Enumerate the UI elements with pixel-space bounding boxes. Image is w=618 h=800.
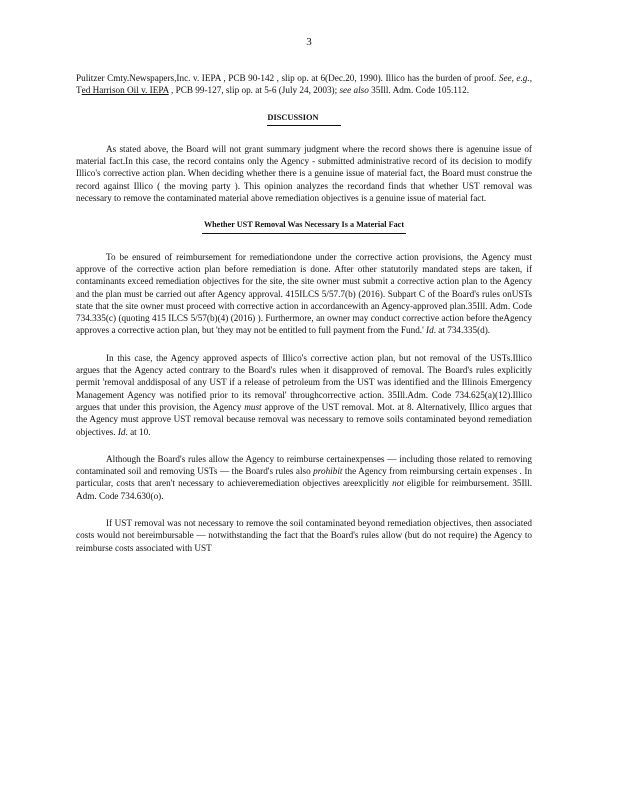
material-fact-subheading: [76, 219, 532, 233]
although-text-1: Although the Board's rules allow the Agency to reimburse certainexpenses — including those related to removing contaminated soil and removing USTs — the Board's rules also: [76, 453, 532, 477]
discussion-heading: [76, 112, 532, 126]
reimbursement-paragraph: [76, 251, 532, 337]
case-paragraph: [76, 352, 532, 438]
citation-text-3: , PCB 99-127, slip op. at 5-6 (July 24, 2003);: [168, 85, 340, 96]
although-text-3: eligible for reimbursement. 35Ill. Adm. Code 734.630(o).: [76, 478, 532, 501]
see-eg-signal: See, e.g.,: [498, 73, 532, 83]
case-name: ed Harrison Oil v. IEPA: [81, 85, 169, 96]
id-citation: Id: [426, 325, 434, 336]
citation-paragraph: [76, 72, 532, 97]
id-citation: Id: [117, 426, 126, 437]
reimbursement-text: To be ensured of reimbursement for remediationdone under the corrective action provisions, the Agency must approve of the corrective action plan before remediation is done. After other statutorily mandated steps are taken, if contaminants exceed remediation objectives for the site, the site owner must submit a corrective action plan to the Agency and the plan must be carried out after Agency approval. 415ILCS 5/57.7(b) (2016). Subpart C of the Board's rules onUSTs state that the site owner must proceed with corrective action in accordancewith an Agency-approved plan.35Ill. Adm. Code 734.335(c) (quoting 415 ILCS 5/57(b)(4) (2016) ). Furthermore, an owner may conduct corrective action before theAgency approves a corrective action plan, but 'they may not be entitled to full payment from the Fund.': [76, 251, 532, 336]
case-text-3: . at 10.: [125, 426, 151, 437]
citation-text-4: 35Ill. Adm. Code 105.112.: [368, 85, 470, 96]
page-number: 3: [306, 36, 312, 48]
citation-text-1: Pulitzer Cmty.Newspapers,Inc. v. IEPA , PCB 90-142 , slip op. at 6(Dec.20, 1990). Illico has the burden of proof.: [76, 73, 499, 83]
prohibit-emphasis: prohibit: [313, 466, 343, 477]
must-emphasis: must: [244, 401, 262, 412]
although-text-2: the Agency from reimbursing certain expenses . In particular, costs that aren't necessary to achieveremediation objectives areexplicitly: [76, 466, 532, 489]
see-also-signal: see also: [339, 85, 369, 96]
case-text-2: approve of the UST removal. Mot. at 8. Alternatively, Illico argues that the Agency must approve UST removal because removal was necessary to remove soils contaminated beyond remediation objectives.: [76, 401, 533, 437]
ust-removal-paragraph: If UST removal was not necessary to remove the soil contaminated beyond remediation objectives, then associated costs would not bereimbursable — notwithstanding the fact that the Board's rules allow (but do not require) the Agency to reimburse costs associated with UST: [76, 518, 532, 553]
discussion-heading-text: DISCUSSION: [267, 112, 340, 126]
material-fact-subheading-text: Whether UST Removal Was Necessary Is a Material Fact: [202, 219, 406, 233]
document-body: [76, 72, 532, 569]
not-emphasis: not: [392, 478, 404, 489]
case-text-1: In this case, the Agency approved aspects of Illico's corrective action plan, but not removal of the USTs.Illico argues that the Agency acted contrary to the Board's rules when it disapproved of removal. The Board's rules explicitly permit 'removal anddisposal of any UST if a release of petroleum from the UST was identified and the Illinois Emergency Management Agency was notified prior to its removal' throughcorrective action. 35Ill.Adm. Code 734.625(a)(12).Illico argues that under this provision, the Agency: [76, 352, 532, 412]
reimbursement-tail: . at 734.335(d).: [433, 325, 491, 336]
although-paragraph: [76, 453, 532, 502]
summary-judgment-paragraph: As stated above, the Board will not grant summary judgment where the record shows there is agenuine issue of material fact.In this case, the record contains only the Agency - submitted administrative record of its decision to modify Illico's corrective action plan. When deciding whether there is a genuine issue of material fact, the Board must construe the record against Illico ( the moving party ). This opinion analyzes the recordand finds that whether UST removal was necessary to remove the contaminated material above remediation objectives is a genuine issue of material fact.: [76, 143, 532, 204]
citation-text-2: T: [76, 85, 82, 96]
